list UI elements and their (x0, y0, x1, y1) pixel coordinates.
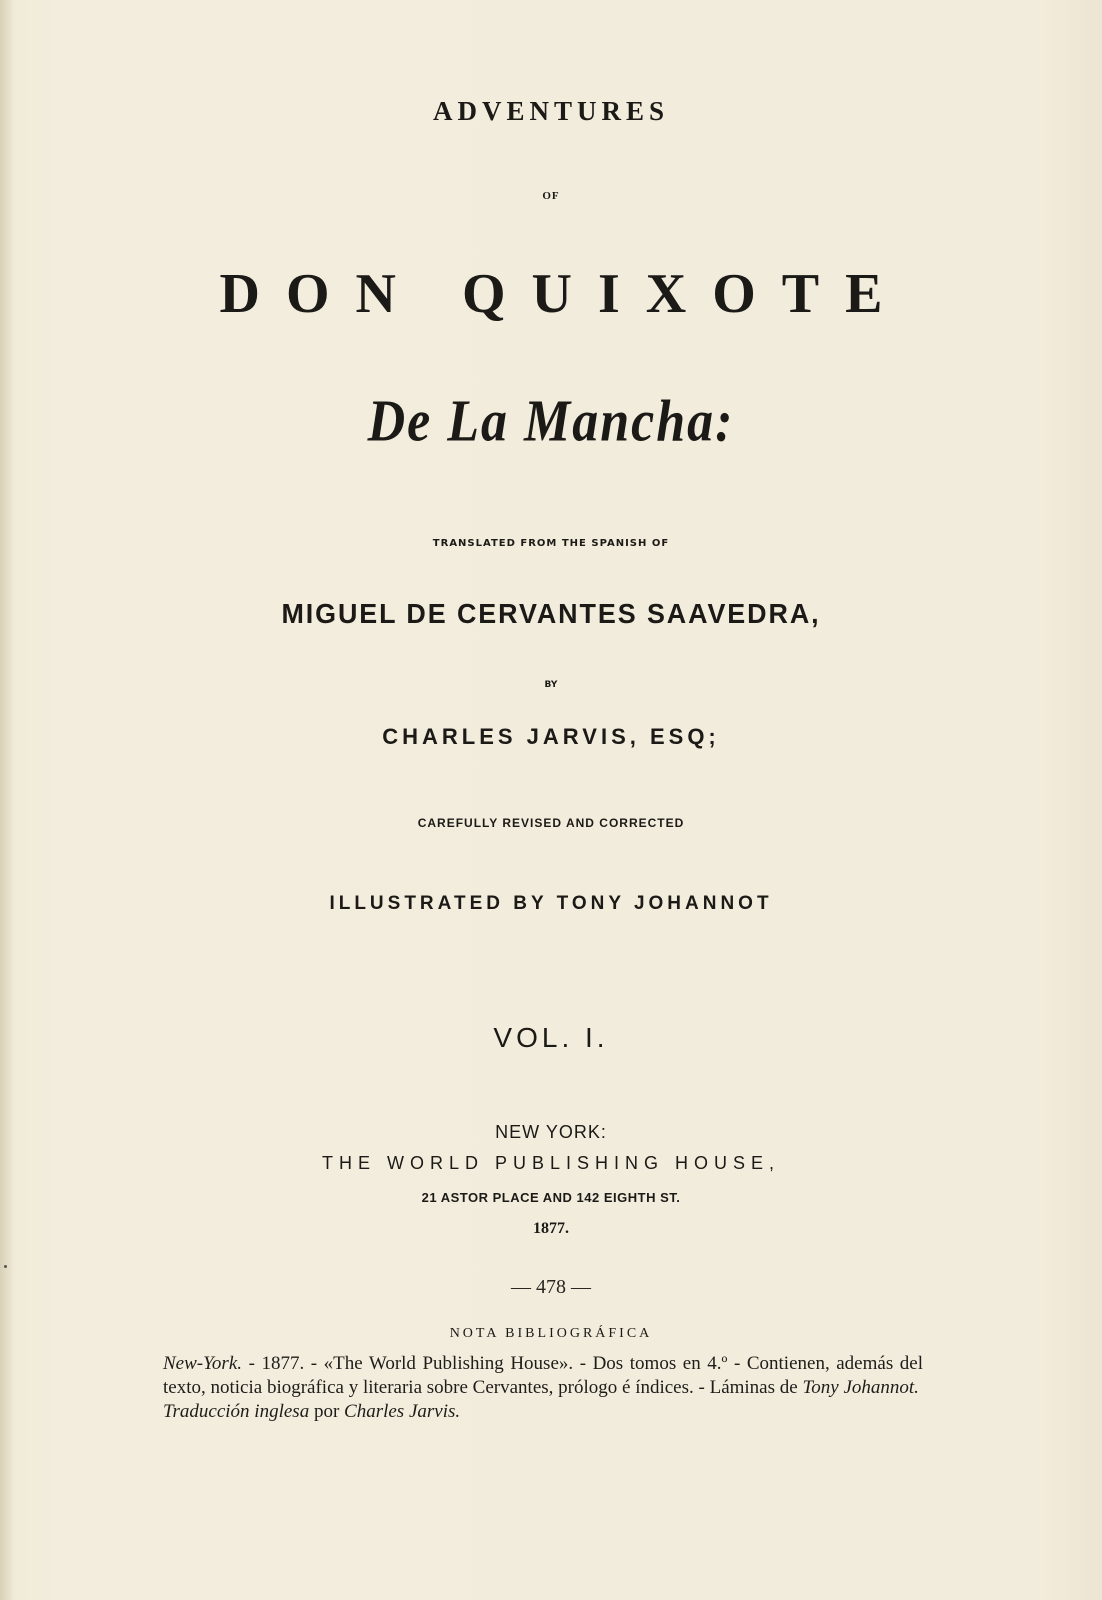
imprint-publisher: THE WORLD PUBLISHING HOUSE, (321, 1153, 781, 1173)
author-name: MIGUEL DE CERVANTES SAAVEDRA, (281, 598, 821, 629)
note-illustrator: Tony Johannot. (802, 1377, 919, 1398)
note-paragraph-main (163, 1352, 923, 1400)
note-details: - 1877. - «The World Publishing House». - Dos tomos en 4.º - Contienen, además del texto, noticia biográfica y literaria sobre Cervantes, prólogo é índices. - Láminas de (163, 1353, 923, 1398)
imprint-address: 21 ASTOR PLACE AND 142 EIGHTH ST. (421, 1190, 681, 1205)
imprint-city: NEW YORK: (495, 1122, 607, 1142)
illustrated-line: ILLUSTRATED BY TONY JOHANNOT (329, 893, 773, 914)
translator-name: CHARLES JARVIS, ESQ; (382, 724, 720, 749)
book-title: DON QUIXOTE (219, 263, 909, 325)
volume-label: VOL. I. (493, 1022, 609, 1053)
note-translation-label: Traducción inglesa (163, 1401, 310, 1422)
page-number: — 478 — (511, 1276, 591, 1298)
heading-adventures: ADVENTURES (432, 96, 670, 126)
heading-of: OF (542, 190, 560, 202)
note-paragraph-translation (163, 1400, 923, 1424)
translated-from-line: TRANSLATED FROM THE SPANISH OF (432, 538, 670, 549)
page-spine-edge (0, 0, 12, 1600)
imprint-year: 1877. (533, 1220, 569, 1237)
revised-line: CAREFULLY REVISED AND CORRECTED (417, 816, 685, 830)
note-heading: NOTA BIBLIOGRÁFICA (449, 1326, 653, 1341)
note-translator: Charles Jarvis. (344, 1401, 461, 1422)
bibliographic-note (163, 1352, 923, 1424)
note-place: New-York. (163, 1353, 243, 1374)
by-line: BY (544, 680, 558, 690)
margin-mark (4, 1265, 7, 1268)
note-por: por (309, 1401, 345, 1422)
book-subtitle: De La Mancha: (367, 388, 735, 455)
